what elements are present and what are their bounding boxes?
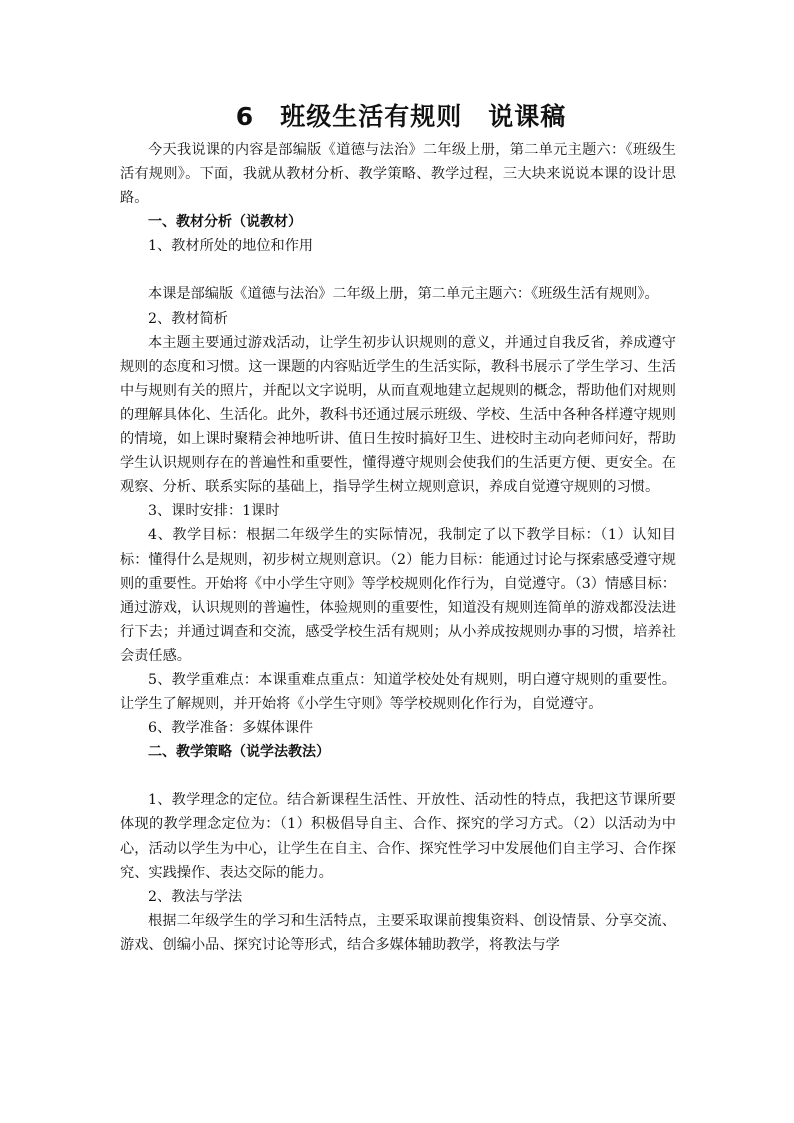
- section1-item2-label: 2、教材简析: [148, 310, 228, 327]
- section2-heading: 二、教学策略（说学法教法）: [148, 744, 330, 761]
- intro-paragraph: 今天我说课的内容是部编版《道德与法治》二年级上册，第二单元主题六：《班级生活有规则》。下面，我就从教材分析、教学策略、教学过程，三大块来说说本课的设计思路。: [120, 142, 676, 207]
- blank-line: [120, 764, 676, 788]
- section1-item3: 3、课时安排：1课时: [148, 503, 280, 520]
- section2-item2-label: 2、教法与学法: [148, 888, 243, 905]
- section1-item1-label: 1、教材所处的地位和作用: [148, 238, 314, 255]
- section1-item5: 5、教学重难点：本课重难点重点：知道学校处处有规则，明白遵守规则的重要性。让学生了解规则，并开始将《小学生守则》等学校规则化作行为，自觉遵守。: [120, 671, 676, 713]
- document-title: 6 班级生活有规则 说课稿: [235, 102, 567, 131]
- section2-item1: 1、教学理念的定位。结合新课程生活性、开放性、活动性的特点，我把这节课所要体现的教学理念定位为：（1）积极倡导自主、合作、探究的学习方式。（2）以活动为中心，活动以学生为中心，让学生在自主、合作、探究性学习中发展他们自主学习、合作探究、实践操作、表达交际的能力。: [120, 792, 676, 881]
- section1-item4: 4、教学目标：根据二年级学生的实际情况，我制定了以下教学目标：（1）认知目标：懂得什么是规则，初步树立规则意识。（2）能力目标：能通过讨论与探索感受遵守规则的重要性。开始将《中小学生守则》等学校规则化作行为，自觉遵守。（3）情感目标：通过游戏，认识规则的普遍性，体验规则的重要性，知道没有规则连简单的游戏都没法进行下去；并通过调查和交流，感受学校生活有规则；从小养成按规则办事的习惯，培养社会责任感。: [120, 527, 676, 664]
- document-page: [120, 96, 676, 957]
- blank-line: [120, 258, 676, 282]
- section1-item1-text: 本课是部编版《道德与法治》二年级上册，第二单元主题六：《班级生活有规则》。: [148, 286, 659, 303]
- section1-item6: 6、教学准备：多媒体课件: [148, 720, 314, 737]
- section1-heading: 一、教材分析（说教材）: [148, 214, 302, 231]
- section2-item2-text: 根据二年级学生的学习和生活特点，主要采取课前搜集资料、创设情景、分享交流、游戏、创编小品、探究讨论等形式，结合多媒体辅助教学，将教法与学: [120, 912, 676, 953]
- section1-item2-text: 本主题主要通过游戏活动，让学生初步认识规则的意义，并通过自我反省，养成遵守规则的态度和习惯。这一课题的内容贴近学生的生活实际，教科书展示了学生学习、生活中与规则有关的照片，并配以文字说明，从而直观地建立起规则的概念，帮助他们对规则的理解具体化、生活化。此外，教科书还通过展示班级、学校、生活中各种各样遵守规则的情境，如上课时聚精会神地听讲、值日生按时搞好卫生、进校时主动向老师问好，帮助学生认识规则存在的普遍性和重要性，懂得遵守规则会使我们的生活更方便、更安全。在观察、分析、联系实际的基础上，指导学生树立规则意识，养成自觉遵守规则的习惯。: [120, 334, 676, 496]
